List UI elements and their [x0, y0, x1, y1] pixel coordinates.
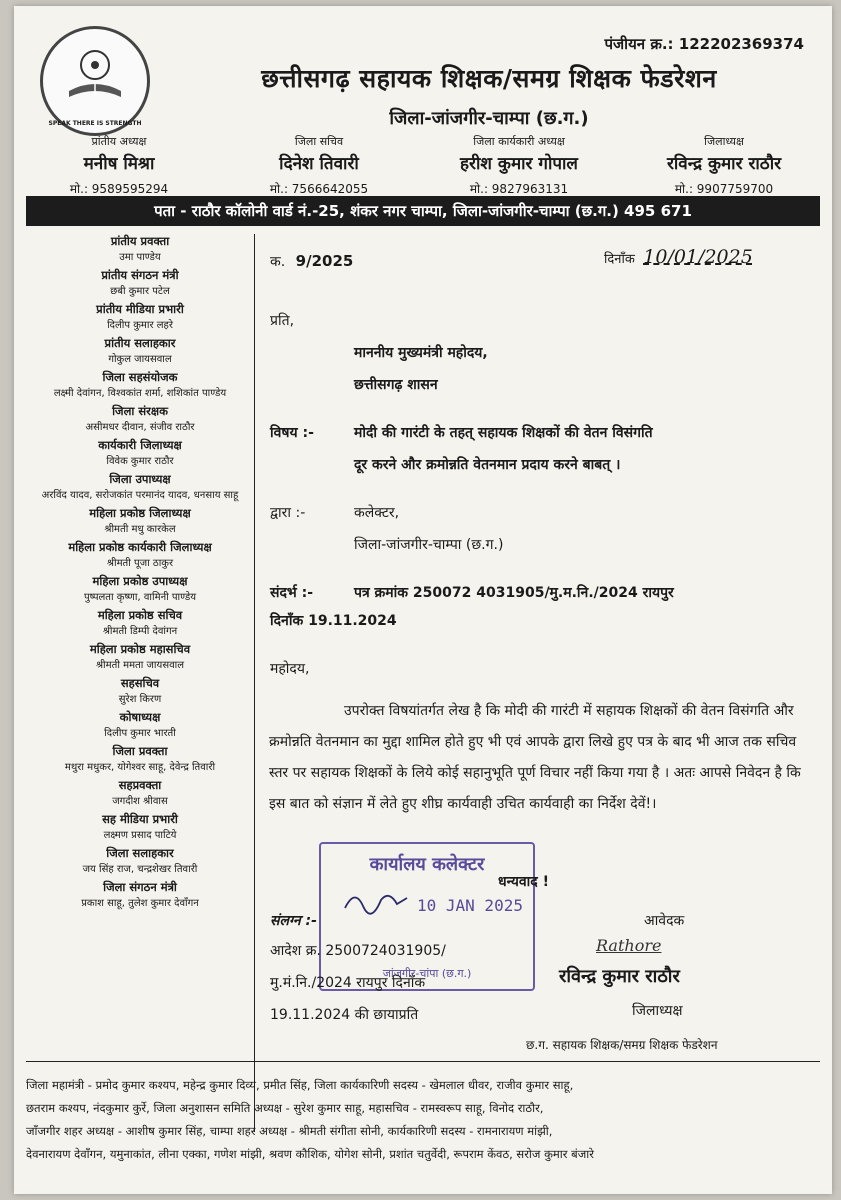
sidebar-members: [26, 234, 255, 1132]
official-executive-president: [424, 134, 614, 197]
book-icon: [59, 43, 131, 103]
member-title: प्रांतीय संगठन मंत्री: [101, 268, 179, 282]
member-names: दिलीप कुमार भारती: [104, 728, 176, 739]
address-bar: पता - राठौर कॉलोनी वार्ड नं.-25, शंकर नगर चाम्पा, जिला-जांजगीर-चाम्पा (छ.ग.) 495 671: [26, 196, 820, 226]
member-title: प्रांतीय प्रवक्ता: [110, 234, 170, 248]
member-names: श्रीमती डिम्पी देवांगन: [102, 626, 178, 637]
member-title: प्रांतीय सलाहकार: [104, 336, 176, 350]
reference-label-sandarbh: संदर्भ :-: [270, 585, 314, 601]
registration-number: पंजीयन क्र.: 122202369374: [604, 35, 804, 53]
reference-line-2: दिनाँक 19.11.2024: [270, 613, 397, 629]
member-names: सुरेश किरण: [118, 694, 162, 705]
member-names: उमा पाण्डेय: [119, 252, 161, 263]
member-names: लक्ष्मण प्रसाद पाटिये: [103, 830, 177, 841]
member-names: जगदीश श्रीवास: [112, 796, 168, 807]
member-title: जिला प्रवक्ता: [112, 744, 168, 758]
member-title: जिला संगठन मंत्री: [103, 880, 177, 894]
reference-line-1: पत्र क्रमांक 250072 4031905/मु.म.नि./2024 रायपुर: [354, 585, 674, 601]
subject-line-2: दूर करने और क्रमोन्नति वेतनमान प्रदाय करने बाबत् ।: [354, 457, 621, 473]
signer-title: जिलाध्यक्ष: [632, 1003, 683, 1019]
member-entry: [26, 676, 254, 705]
subject-label: विषय :-: [270, 425, 314, 441]
member-entry: [26, 642, 254, 671]
stamp-initial-scribble: [341, 886, 411, 916]
salutation: महोदय,: [270, 661, 310, 677]
member-names: श्रीमती मधु कारकेल: [104, 524, 176, 535]
stamp-title: कार्यालय कलेक्टर: [369, 854, 485, 875]
applicant-label: आवेदक: [644, 913, 685, 929]
member-names: जय सिंह राज, चन्द्रशेखर तिवारी: [82, 864, 198, 875]
member-entry: [26, 302, 254, 331]
reference-value: 9/2025: [295, 252, 354, 270]
official-district-secretary: [234, 134, 404, 197]
letter-body: उपरोक्त विषयांतर्गत लेख है कि मोदी की गारंटी में सहायक शिक्षकों की वेतन विसंगति और क्रमोन्नति वेतनमान का मुद्दा शामिल होते हुए भी एवं आपके द्वारा लिखे हुए पत्र के बाद भी आज तक सचिव स्तर पर सहायक शिक्षकों के लिये कोई सहानुभूति पूर्ण विचार नहीं किया गया है । अतः आपसे निवेदन है कि इस बात को संज्ञान में लेते हुए शीघ्र कार्यवाही उचित कार्यवाही का निर्देश देवें!।: [269, 703, 801, 812]
to-label: प्रति,: [270, 313, 295, 329]
subject-line-1: मोदी की गारंटी के तहत् सहायक शिक्षकों की वेतन विसंगति: [354, 425, 653, 441]
member-title: कोषाध्यक्ष: [119, 710, 161, 724]
member-title: प्रांतीय मीडिया प्रभारी: [96, 302, 184, 316]
official-phone: मो.: 9589595294: [69, 182, 169, 196]
member-title: महिला प्रकोष्ठ जिलाध्यक्ष: [89, 506, 191, 520]
footer-members: [26, 1061, 820, 1166]
member-title: महिला प्रकोष्ठ सचिव: [97, 608, 183, 622]
official-role: प्रांतीय अध्यक्ष: [91, 135, 147, 148]
federation-logo: [40, 26, 150, 136]
member-names: गोकुल जायसवाल: [108, 354, 172, 365]
official-name: दिनेश तिवारी: [279, 154, 359, 174]
official-state-president: [34, 134, 204, 197]
collector-office-stamp: [319, 842, 535, 991]
member-entry: [26, 846, 254, 875]
member-entry: [26, 812, 254, 841]
official-district-president: [624, 134, 824, 197]
member-names: छबी कुमार पटेल: [110, 286, 170, 297]
member-names: मथुरा मधुकर, योगेश्वर साहू, देवेन्द्र तिवारी: [64, 762, 216, 773]
member-entry: [26, 268, 254, 297]
letter-date: [604, 246, 753, 268]
member-names: विवेक कुमार राठौर: [106, 456, 174, 467]
member-names: अरविंद यादव, सरोजकांत परमानंद यादव, धनसाय साहू: [41, 490, 239, 501]
member-entry: [26, 370, 254, 399]
official-name: हरीश कुमार गोपाल: [460, 154, 578, 174]
via-label: द्वारा :-: [270, 505, 306, 521]
thanks: धन्यवाद !: [498, 874, 549, 890]
enclosure-line-3: 19.11.2024 की छायाप्रति: [270, 1007, 419, 1023]
member-entry: [26, 336, 254, 365]
letter-page: [14, 6, 832, 1194]
member-entry: [26, 574, 254, 603]
member-names: पुष्पलता कृष्णा, वामिनी पाण्डेय: [83, 592, 197, 603]
date-label: दिनाँक: [604, 252, 635, 267]
member-title: सहसचिव: [120, 676, 160, 690]
district-heading: जिला-जांजगीर-चाम्पा (छ.ग.): [389, 108, 589, 129]
signer-organization: छ.ग. सहायक शिक्षक/समग्र शिक्षक फेडरेशन: [526, 1038, 718, 1052]
official-phone: मो.: 9827963131: [469, 182, 569, 196]
member-title: सह मीडिया प्रभारी: [102, 812, 178, 826]
member-title: जिला सहसंयोजक: [102, 370, 178, 384]
enclosure-line-1: आदेश क्र. 2500724031905/: [270, 943, 446, 959]
via-line-2: जिला-जांजगीर-चाम्पा (छ.ग.): [354, 537, 504, 553]
member-entry: [26, 608, 254, 637]
member-entry: [26, 744, 254, 773]
official-name: रविन्द्र कुमार राठौर: [666, 154, 782, 174]
official-role: जिला कार्यकारी अध्यक्ष: [473, 135, 565, 148]
member-title: सहप्रवक्ता: [118, 778, 162, 792]
member-names: प्रकाश साहू, तुलेश कुमार देवाँगन: [81, 898, 199, 909]
member-names: श्रीमती ममता जायसवाल: [95, 660, 185, 671]
signature: Rathore: [596, 936, 662, 955]
member-entry: [26, 710, 254, 739]
member-entry: [26, 472, 254, 501]
footer-line: जिला महामंत्री - प्रमोद कुमार कश्यप, महेन्द्र कुमार दिव्य, प्रमीत सिंह, जिला कार्यकारिणी सदस्य - खेमलाल धीवर, राजीव कुमार साहू,: [26, 1078, 574, 1092]
footer-line: जाँजगीर शहर अध्यक्ष - आशीष कुमार सिंह, चाम्पा शहर अध्यक्ष - श्रीमती संगीता सोनी, कार्यकारिणी सदस्य - रामनारायण मांझी,: [26, 1124, 553, 1138]
official-phone: मो.: 7566642055: [269, 182, 369, 196]
official-role: जिलाध्यक्ष: [704, 135, 744, 148]
stamp-date: 10 JAN 2025: [417, 896, 523, 915]
member-names: लक्ष्मी देवांगन, विश्वकांत शर्मा, शशिकांत पाण्डेय: [53, 388, 227, 399]
member-title: महिला प्रकोष्ठ कार्यकारी जिलाध्यक्ष: [68, 540, 212, 554]
member-entry: [26, 506, 254, 535]
member-entry: [26, 404, 254, 433]
member-names: असीमधर दीवान, संजीव राठौर: [85, 422, 195, 433]
official-phone: मो.: 9907759700: [674, 182, 774, 196]
member-names: दिलीप कुमार लहरे: [107, 320, 173, 331]
enclosure-line-2: मु.मं.नि./2024 रायपुर दिनाँक: [270, 975, 426, 991]
member-names: श्रीमती पूजा ठाकुर: [106, 558, 174, 569]
stamp-place: जांजगीर-चांपा (छ.ग.): [382, 967, 472, 980]
member-title: जिला सलाहकार: [106, 846, 174, 860]
footer-line: देवनारायण देवाँगन, यमुनाकांत, लीना एक्का, गणेश मांझी, श्रवण कौशिक, योगेश सोनी, प्रशांत चतुर्वेदी, रूपराम केंवठ, सरोज कुमार बंजारे: [26, 1147, 594, 1161]
via-line-1: कलेक्टर,: [354, 505, 400, 521]
reference-number: [270, 252, 353, 271]
recipient-line-1: माननीय मुख्यमंत्री महोदय,: [354, 345, 488, 361]
date-value: 10/01/2025: [643, 246, 753, 268]
member-entry: [26, 438, 254, 467]
member-entry: [26, 234, 254, 263]
member-title: महिला प्रकोष्ठ उपाध्यक्ष: [92, 574, 188, 588]
enclosure-label: संलग्न :-: [270, 913, 317, 929]
recipient-line-2: छत्तीसगढ़ शासन: [354, 377, 438, 393]
signer-name: रविन्द्र कुमार राठौर: [559, 966, 680, 987]
organization-title: छत्तीसगढ़ सहायक शिक्षक/समग्र शिक्षक फेडरेशन: [261, 64, 717, 93]
member-entry: [26, 778, 254, 807]
official-role: जिला सचिव: [294, 135, 344, 148]
logo-motto: SPEAK THERE IS STRENGTH: [48, 120, 142, 127]
member-title: जिला संरक्षक: [112, 404, 168, 418]
member-title: महिला प्रकोष्ठ महासचिव: [89, 642, 191, 656]
member-entry: [26, 880, 254, 909]
reference-label: क.: [270, 254, 286, 270]
member-entry: [26, 540, 254, 569]
member-title: कार्यकारी जिलाध्यक्ष: [98, 438, 182, 452]
footer-line: छतराम कश्यप, नंदकुमार कुर्रे, जिला अनुशासन समिति अध्यक्ष - सुरेश कुमार साहू, महासचिव - रामस्वरूप साहू, विनोद राठौर,: [26, 1101, 544, 1115]
member-title: जिला उपाध्यक्ष: [109, 472, 171, 486]
official-name: मनीष मिश्रा: [83, 154, 155, 174]
